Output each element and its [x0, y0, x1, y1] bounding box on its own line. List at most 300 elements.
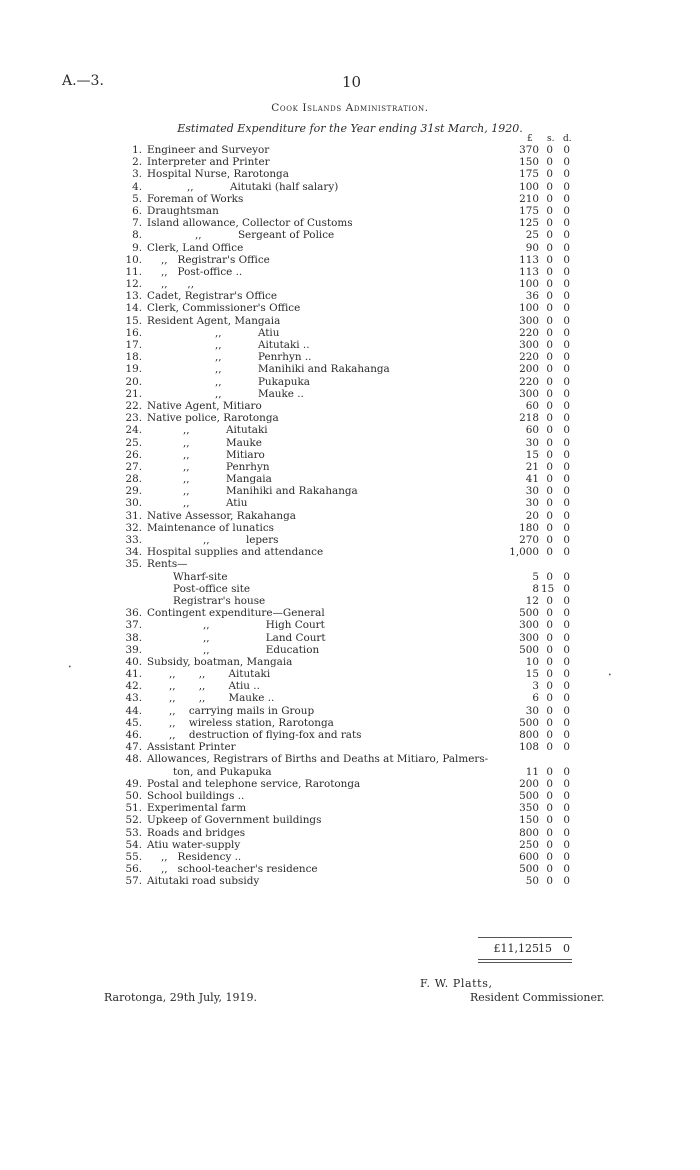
row-pence: 0 [563, 521, 570, 534]
row-description: ,, Post-office .. [161, 265, 243, 278]
row-description: ,, Manihiki and Rakahanga [183, 485, 358, 498]
table-row [0, 327, 700, 339]
row-number: 33. [125, 534, 142, 546]
row-number: 40. [125, 655, 142, 668]
row-description: ,, Aitutaki .. [215, 339, 310, 351]
row-shillings: 0 [546, 655, 553, 668]
row-pence: 0 [563, 850, 570, 863]
table-row [0, 632, 700, 644]
scan-speck: • [608, 672, 612, 679]
row-shillings: 0 [546, 204, 553, 217]
row-pounds: 10 [525, 655, 539, 668]
table-row [0, 680, 700, 692]
row-description: Hospital supplies and attendance [147, 546, 324, 559]
row-description: Wharf-site [173, 570, 228, 583]
row-description: ,, lepers [203, 534, 279, 546]
row-pounds: 800 [519, 729, 539, 741]
table-row [0, 461, 700, 473]
row-description: ,, Registrar's Office [161, 253, 270, 266]
row-number: 12. [125, 278, 142, 291]
row-shillings: 0 [546, 302, 553, 315]
row-shillings: 0 [546, 765, 553, 778]
row-pence: 0 [563, 363, 570, 376]
row-pence: 0 [563, 570, 570, 583]
table-row [0, 729, 700, 741]
row-shillings: 0 [546, 668, 553, 681]
table-row [0, 583, 700, 595]
row-shillings: 0 [546, 156, 553, 169]
total-rule-bottom-1 [478, 959, 572, 960]
row-description: ,, ,, Aitutaki [169, 668, 271, 681]
row-pounds: 175 [519, 204, 539, 217]
table-row [0, 656, 700, 668]
table-row [0, 351, 700, 363]
row-description: Native Assessor, Rakahanga [147, 509, 296, 522]
row-number: 17. [125, 339, 142, 351]
table-row [0, 692, 700, 704]
row-description: ,, Manihiki and Rakahanga [215, 363, 390, 376]
row-pounds: 20 [525, 509, 539, 522]
row-number: 20. [125, 375, 142, 388]
row-pounds: 108 [519, 741, 539, 754]
row-number: 15. [125, 314, 142, 327]
row-pounds: 113 [519, 265, 539, 278]
total-pounds: £11,125 [493, 942, 539, 955]
row-description: Registrar's house [173, 594, 266, 607]
row-pounds: 500 [519, 863, 539, 876]
table-row [0, 522, 700, 534]
row-pence: 0 [563, 546, 570, 559]
row-number: 14. [125, 302, 142, 315]
row-pence: 0 [563, 217, 570, 230]
row-pence: 0 [563, 729, 570, 741]
row-pounds: 5 [532, 570, 539, 583]
row-shillings: 0 [546, 448, 553, 461]
row-pence: 0 [563, 326, 570, 339]
row-shillings: 0 [546, 241, 553, 254]
row-description: Postal and telephone service, Rarotonga [147, 777, 361, 790]
row-shillings: 0 [546, 680, 553, 693]
row-shillings: 0 [546, 570, 553, 583]
row-number: 34. [125, 546, 142, 559]
row-shillings: 0 [546, 704, 553, 717]
row-shillings: 0 [546, 863, 553, 876]
row-number: 10. [125, 253, 142, 266]
page-title: Cook Islands Administration. [271, 102, 429, 114]
row-pence: 0 [563, 168, 570, 181]
row-pence: 0 [563, 278, 570, 291]
row-description: Contingent expenditure—General [147, 607, 325, 620]
row-pence: 0 [563, 741, 570, 754]
row-pounds: 370 [519, 144, 539, 156]
row-description: ,, Penrhyn [183, 460, 270, 473]
table-row [0, 290, 700, 302]
row-shillings: 0 [546, 729, 553, 741]
row-number: 2. [132, 156, 142, 169]
row-description: Post-office site [173, 582, 251, 595]
table-row [0, 193, 700, 205]
row-pounds: 21 [525, 460, 539, 473]
row-pence: 0 [563, 144, 570, 156]
row-pounds: 41 [525, 473, 539, 486]
table-row [0, 851, 700, 863]
table-row [0, 315, 700, 327]
row-pence: 0 [563, 375, 570, 388]
row-number: 32. [125, 521, 142, 534]
row-description: Native Agent, Mitiaro [147, 399, 262, 412]
row-shillings: 0 [546, 716, 553, 729]
table-row [0, 644, 700, 656]
currency-pounds-header: £ [527, 134, 533, 144]
row-number: 46. [125, 729, 142, 741]
row-number: 49. [125, 777, 142, 790]
row-number: 4. [132, 180, 142, 193]
row-description: Native police, Rarotonga [147, 412, 279, 425]
row-description: ,, ,, Mauke .. [169, 692, 275, 705]
table-row [0, 619, 700, 631]
row-number: 11. [125, 265, 142, 278]
row-number: 13. [125, 290, 142, 303]
row-shillings: 15 [541, 582, 555, 595]
table-row [0, 424, 700, 436]
row-shillings: 0 [546, 387, 553, 400]
row-number: 41. [125, 668, 142, 681]
row-pounds: 6 [532, 692, 539, 705]
row-description: Roads and bridges [147, 826, 246, 839]
row-description: Clerk, Commissioner's Office [147, 302, 301, 315]
row-shillings: 0 [546, 789, 553, 802]
row-description: Maintenance of lunatics [147, 521, 274, 534]
row-description: Island allowance, Collector of Customs [147, 217, 353, 230]
row-number: 9. [132, 241, 142, 254]
row-pounds: 30 [525, 497, 539, 510]
row-pence: 0 [563, 716, 570, 729]
row-shillings: 0 [546, 509, 553, 522]
row-shillings: 0 [546, 875, 553, 888]
row-number: 45. [125, 716, 142, 729]
row-shillings: 0 [546, 692, 553, 705]
page-subtitle: Estimated Expenditure for the Year ending 31st March, 1920. [177, 122, 523, 135]
row-pounds: 30 [525, 485, 539, 498]
row-pence: 0 [563, 424, 570, 437]
row-pounds: 210 [519, 192, 539, 205]
row-number: 36. [125, 607, 142, 620]
row-pence: 0 [563, 290, 570, 303]
row-description: ,, carrying mails in Group [169, 704, 315, 717]
row-pence: 0 [563, 192, 570, 205]
row-description: ,, wireless station, Rarotonga [169, 716, 334, 729]
table-row [0, 168, 700, 180]
row-pence: 0 [563, 582, 570, 595]
row-description: ton, and Pukapuka [173, 765, 272, 778]
row-shillings: 0 [546, 424, 553, 437]
row-description: Interpreter and Printer [147, 156, 270, 169]
document-reference: A.—3. [62, 73, 104, 89]
row-number: 23. [125, 412, 142, 425]
row-number: 37. [125, 619, 142, 632]
row-description: Allowances, Registrars of Births and Deaths at Mitiaro, Palmers- [147, 753, 489, 766]
row-pence: 0 [563, 180, 570, 193]
row-pence: 0 [563, 863, 570, 876]
table-row [0, 668, 700, 680]
row-pence: 0 [563, 460, 570, 473]
row-shillings: 0 [546, 826, 553, 839]
row-pence: 0 [563, 777, 570, 790]
page-number: 10 [342, 73, 362, 91]
row-pounds: 200 [519, 363, 539, 376]
row-shillings: 0 [546, 485, 553, 498]
signature-name: F. W. Platts, [420, 977, 493, 990]
row-number: 28. [125, 473, 142, 486]
row-shillings: 0 [546, 217, 553, 230]
row-pence: 0 [563, 412, 570, 425]
row-description: ,, Aitutaki (half salary) [187, 180, 339, 193]
row-number: 24. [125, 424, 142, 437]
row-pounds: 50 [525, 875, 539, 888]
row-shillings: 0 [546, 314, 553, 327]
row-shillings: 0 [546, 534, 553, 546]
row-description: ,, Penrhyn .. [215, 351, 312, 364]
row-pence: 0 [563, 473, 570, 486]
row-number: 7. [132, 217, 142, 230]
row-number: 57. [125, 875, 142, 888]
row-pounds: 100 [519, 278, 539, 291]
row-shillings: 0 [546, 168, 553, 181]
row-description: Experimental farm [147, 802, 247, 815]
row-description: Atiu water-supply [147, 838, 241, 851]
row-description: Cadet, Registrar's Office [147, 290, 277, 303]
row-description: ,, Pukapuka [215, 375, 310, 388]
row-pence: 0 [563, 838, 570, 851]
row-description: ,, school-teacher's residence [161, 863, 318, 876]
table-row [0, 766, 700, 778]
row-pounds: 270 [519, 534, 539, 546]
row-number: 25. [125, 436, 142, 449]
row-pounds: 90 [525, 241, 539, 254]
row-number: 5. [132, 192, 142, 205]
row-shillings: 0 [546, 546, 553, 559]
row-shillings: 0 [546, 814, 553, 827]
row-number: 52. [125, 814, 142, 827]
row-pounds: 218 [519, 412, 539, 425]
table-row [0, 741, 700, 753]
row-description: Assistant Printer [147, 741, 236, 754]
row-pence: 0 [563, 607, 570, 620]
row-shillings: 0 [546, 399, 553, 412]
table-row [0, 376, 700, 388]
row-description: Upkeep of Government buildings [147, 814, 322, 827]
row-pence: 0 [563, 387, 570, 400]
row-shillings: 0 [546, 838, 553, 851]
row-pounds: 300 [519, 339, 539, 351]
row-pounds: 300 [519, 631, 539, 644]
table-row [0, 839, 700, 851]
table-row [0, 753, 700, 765]
row-pounds: 60 [525, 424, 539, 437]
row-number: 19. [125, 363, 142, 376]
row-shillings: 0 [546, 594, 553, 607]
row-pounds: 113 [519, 253, 539, 266]
row-shillings: 0 [546, 607, 553, 620]
currency-shillings-header: s. [547, 134, 555, 144]
row-pence: 0 [563, 631, 570, 644]
row-number: 26. [125, 448, 142, 461]
row-pounds: 1,000 [509, 546, 539, 559]
table-row [0, 278, 700, 290]
row-description: ,, Aitutaki [183, 424, 268, 437]
row-shillings: 0 [546, 777, 553, 790]
row-number: 47. [125, 741, 142, 754]
row-pence: 0 [563, 594, 570, 607]
row-pence: 0 [563, 814, 570, 827]
row-shillings: 0 [546, 229, 553, 242]
row-shillings: 0 [546, 278, 553, 291]
table-row [0, 181, 700, 193]
row-description: ,, Atiu [215, 326, 280, 339]
row-pounds: 12 [525, 594, 539, 607]
scan-speck: • [68, 664, 72, 671]
row-description: School buildings .. [147, 789, 245, 802]
row-description: Hospital Nurse, Rarotonga [147, 168, 289, 181]
row-description: Subsidy, boatman, Mangaia [147, 655, 293, 668]
table-row [0, 156, 700, 168]
row-pence: 0 [563, 485, 570, 498]
row-shillings: 0 [546, 144, 553, 156]
row-pounds: 500 [519, 607, 539, 620]
place-date: Rarotonga, 29th July, 1919. [104, 991, 257, 1004]
expenditure-table [0, 144, 700, 887]
row-pounds: 300 [519, 387, 539, 400]
table-row [0, 412, 700, 424]
table-row [0, 144, 700, 156]
row-pounds: 220 [519, 351, 539, 364]
row-pence: 0 [563, 692, 570, 705]
row-pence: 0 [563, 351, 570, 364]
row-number: 35. [125, 558, 142, 571]
row-shillings: 0 [546, 375, 553, 388]
row-pounds: 500 [519, 789, 539, 802]
row-pence: 0 [563, 339, 570, 351]
row-number: 3. [132, 168, 142, 181]
row-pounds: 30 [525, 436, 539, 449]
row-pence: 0 [563, 241, 570, 254]
table-row [0, 449, 700, 461]
row-description: Foreman of Works [147, 192, 244, 205]
row-description: Engineer and Surveyor [147, 144, 270, 156]
table-row [0, 717, 700, 729]
row-number: 29. [125, 485, 142, 498]
row-shillings: 0 [546, 631, 553, 644]
row-description: ,, High Court [203, 619, 325, 632]
table-row [0, 497, 700, 509]
row-pence: 0 [563, 436, 570, 449]
row-description: ,, destruction of flying-fox and rats [169, 729, 362, 741]
row-pounds: 150 [519, 156, 539, 169]
row-description: ,, Mangaia [183, 473, 272, 486]
table-row [0, 705, 700, 717]
row-pounds: 60 [525, 399, 539, 412]
row-pence: 0 [563, 765, 570, 778]
row-shillings: 0 [546, 326, 553, 339]
table-row [0, 363, 700, 375]
row-number: 16. [125, 326, 142, 339]
table-row [0, 595, 700, 607]
table-row [0, 388, 700, 400]
table-row [0, 302, 700, 314]
table-row [0, 607, 700, 619]
row-pence: 0 [563, 680, 570, 693]
row-shillings: 0 [546, 460, 553, 473]
row-pence: 0 [563, 789, 570, 802]
row-shillings: 0 [546, 290, 553, 303]
total-pence: 0 [563, 942, 570, 955]
row-pounds: 125 [519, 217, 539, 230]
row-number: 21. [125, 387, 142, 400]
total-rule-bottom-2 [478, 962, 572, 963]
table-row [0, 217, 700, 229]
table-row [0, 229, 700, 241]
row-description: Aitutaki road subsidy [147, 875, 260, 888]
table-row [0, 778, 700, 790]
row-pounds: 350 [519, 802, 539, 815]
row-shillings: 0 [546, 339, 553, 351]
row-pence: 0 [563, 826, 570, 839]
row-description: ,, Residency .. [161, 850, 242, 863]
row-number: 8. [132, 229, 142, 242]
row-description: Draughtsman [147, 204, 219, 217]
row-description: ,, Mauke [183, 436, 262, 449]
row-description: ,, Mauke .. [215, 387, 304, 400]
row-pounds: 36 [525, 290, 539, 303]
row-number: 6. [132, 204, 142, 217]
row-pounds: 500 [519, 716, 539, 729]
row-pence: 0 [563, 875, 570, 888]
row-pence: 0 [563, 399, 570, 412]
row-pence: 0 [563, 314, 570, 327]
row-pounds: 8 [532, 582, 539, 595]
row-number: 22. [125, 399, 142, 412]
row-shillings: 0 [546, 265, 553, 278]
row-number: 1. [132, 144, 142, 156]
row-number: 42. [125, 680, 142, 693]
row-pence: 0 [563, 655, 570, 668]
row-pounds: 300 [519, 619, 539, 632]
row-number: 55. [125, 850, 142, 863]
table-row [0, 534, 700, 546]
row-number: 44. [125, 704, 142, 717]
row-pounds: 300 [519, 314, 539, 327]
row-number: 43. [125, 692, 142, 705]
row-description: Resident Agent, Mangaia [147, 314, 281, 327]
row-shillings: 0 [546, 473, 553, 486]
row-number: 27. [125, 460, 142, 473]
row-shillings: 0 [546, 643, 553, 656]
row-description: ,, Education [203, 643, 320, 656]
row-shillings: 0 [546, 741, 553, 754]
row-pence: 0 [563, 302, 570, 315]
row-pounds: 150 [519, 814, 539, 827]
row-number: 56. [125, 863, 142, 876]
row-description: ,, ,, [161, 278, 195, 291]
row-pence: 0 [563, 534, 570, 546]
row-shillings: 0 [546, 436, 553, 449]
row-pounds: 500 [519, 643, 539, 656]
signature-title: Resident Commissioner. [470, 991, 605, 1004]
table-row [0, 814, 700, 826]
row-number: 18. [125, 351, 142, 364]
table-row [0, 790, 700, 802]
row-number: 53. [125, 826, 142, 839]
